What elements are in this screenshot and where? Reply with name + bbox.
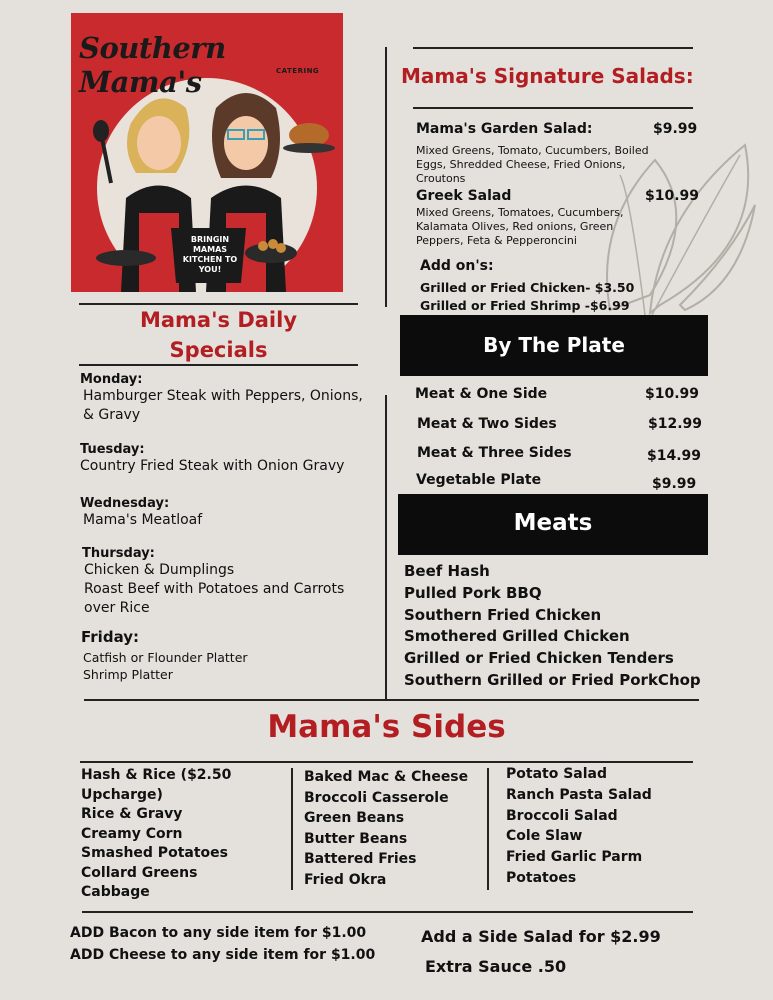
salad-price: $9.99 [653,121,698,137]
side-item: Baked Mac & Cheese [304,769,469,785]
side-item: Fried Garlic Parm [506,849,643,866]
divider-sides-top [84,699,699,701]
plate-item [417,445,707,465]
addons-heading: Add on's: [420,258,494,274]
daily-heading-line1: Mama's Daily [139,308,298,332]
meat-item: Smothered Grilled Chicken [404,627,630,646]
logo-subtitle: CATERING [276,67,320,75]
side-item: Smashed Potatoes [81,845,228,861]
salad-item [416,188,700,208]
day-dish: Hamburger Steak with Peppers, Onions, [83,388,363,404]
footer-side-salad: Add a Side Salad for $2.99 [421,927,661,946]
sides-column-1 [81,766,286,903]
side-item: Ranch Pasta Salad [506,786,652,803]
side-item: Hash & Rice ($2.50 [81,767,232,783]
footer-extras [421,922,661,982]
side-item: Broccoli Salad [506,807,618,824]
plate-name: Meat & Three Sides [417,445,572,461]
day-label: Monday: [80,372,143,387]
side-item: Collard Greens [81,864,198,881]
day-dish: Shrimp Platter [83,667,173,682]
divider-sides-header [80,761,693,763]
meat-item: Beef Hash [404,562,490,580]
meat-item: Pulled Pork BBQ [404,583,542,602]
salad-name: Greek Salad [416,188,512,204]
divider-salad-top [413,47,693,49]
plate-price: $14.99 [647,448,702,464]
side-item: Cole Slaw [506,828,583,845]
salad-description: Mixed Greens, Tomatoes, Cucumbers, Kalamata Olives, Red onions, Green Peppers, Feta & Pepperoncini [416,206,624,247]
addon-item: Grilled or Fried Chicken- $3.50 [420,280,635,295]
meats-heading-bar: Meats [398,494,708,555]
day-dish: Country Fried Steak with Onion Gravy [80,458,345,474]
day-label: Thursday: [82,546,155,561]
salad-item [416,121,696,141]
day-label: Tuesday: [80,442,145,457]
daily-heading-line2: Specials [169,338,268,362]
plate-item [415,386,705,406]
sides-column-2 [304,767,484,891]
logo [71,13,343,292]
side-item: Battered Fries [304,851,417,868]
plate-name: Vegetable Plate [416,472,542,488]
plate-item [417,416,707,436]
salad-name: Mama's Garden Salad: [416,121,593,137]
side-item: Green Beans [304,810,405,827]
side-item: Broccoli Casserole [304,789,449,806]
footer-addons [70,922,375,966]
meat-item: Southern Fried Chicken [404,605,602,624]
side-item: Fried Okra [304,871,387,888]
meats-list [404,561,734,692]
daily-specials-list [80,496,380,530]
meat-item: Southern Grilled or Fried PorkChop [404,670,701,689]
day-dish: & Gravy [83,407,141,423]
daily-specials-list [80,372,380,425]
day-dish: Mama's Meatloaf [83,512,203,528]
meat-item: Grilled or Fried Chicken Tenders [404,649,674,668]
side-item: Upcharge) [81,786,163,803]
day-label: Wednesday: [80,496,170,511]
plate-name: Meat & One Side [415,386,548,402]
footer-bacon: ADD Bacon to any side item for $1.00 [70,925,367,941]
day-label: Friday: [81,628,140,646]
side-item: Creamy Corn [81,825,183,842]
divider-salad-bottom [413,107,693,109]
day-dish: over Rice [84,600,150,616]
daily-specials-list [81,628,381,683]
footer-cheese: ADD Cheese to any side item for $1.00 [70,947,376,963]
day-dish: Catfish or Flounder Platter [83,650,248,665]
side-item: Cabbage [81,884,150,900]
side-item: Rice & Gravy [81,806,183,822]
plate-price: $9.99 [652,476,697,492]
daily-specials-list [80,442,380,476]
sides-column-3 [506,764,696,889]
divider-footer [82,911,693,913]
sides-heading: Mama's Sides [267,709,506,745]
divider-sides-col1 [291,768,293,890]
salads-heading: Mama's Signature Salads: [401,64,694,88]
side-item: Potato Salad [506,766,608,782]
plate-price: $10.99 [645,386,700,402]
side-item: Potatoes [506,869,577,886]
daily-specials-list [82,546,382,618]
plate-price: $12.99 [648,416,703,432]
divider-sides-col2 [487,768,489,890]
daily-heading [79,305,358,365]
salad-price: $10.99 [645,188,700,204]
divider-vertical-middle [385,395,387,699]
day-dish: Roast Beef with Potatoes and Carrots [84,581,345,597]
plate-item [416,472,706,492]
plate-heading-bar: By The Plate [400,315,708,376]
logo-title: Southern Mama's [79,31,226,99]
divider-vertical-top [385,47,387,307]
plate-name: Meat & Two Sides [417,416,557,432]
day-dish: Chicken & Dumplings [84,562,235,578]
addon-item: Grilled or Fried Shrimp -$6.99 [420,298,630,313]
salad-description: Mixed Greens, Tomato, Cucumbers, Boiled Eggs, Shredded Cheese, Fried Onions, Croutons [416,144,649,185]
logo-tagline: BRINGIN MAMAS KITCHEN TO YOU! [182,235,238,274]
footer-sauce: Extra Sauce .50 [425,957,567,976]
side-item: Butter Beans [304,830,408,847]
addons-list [420,279,634,315]
